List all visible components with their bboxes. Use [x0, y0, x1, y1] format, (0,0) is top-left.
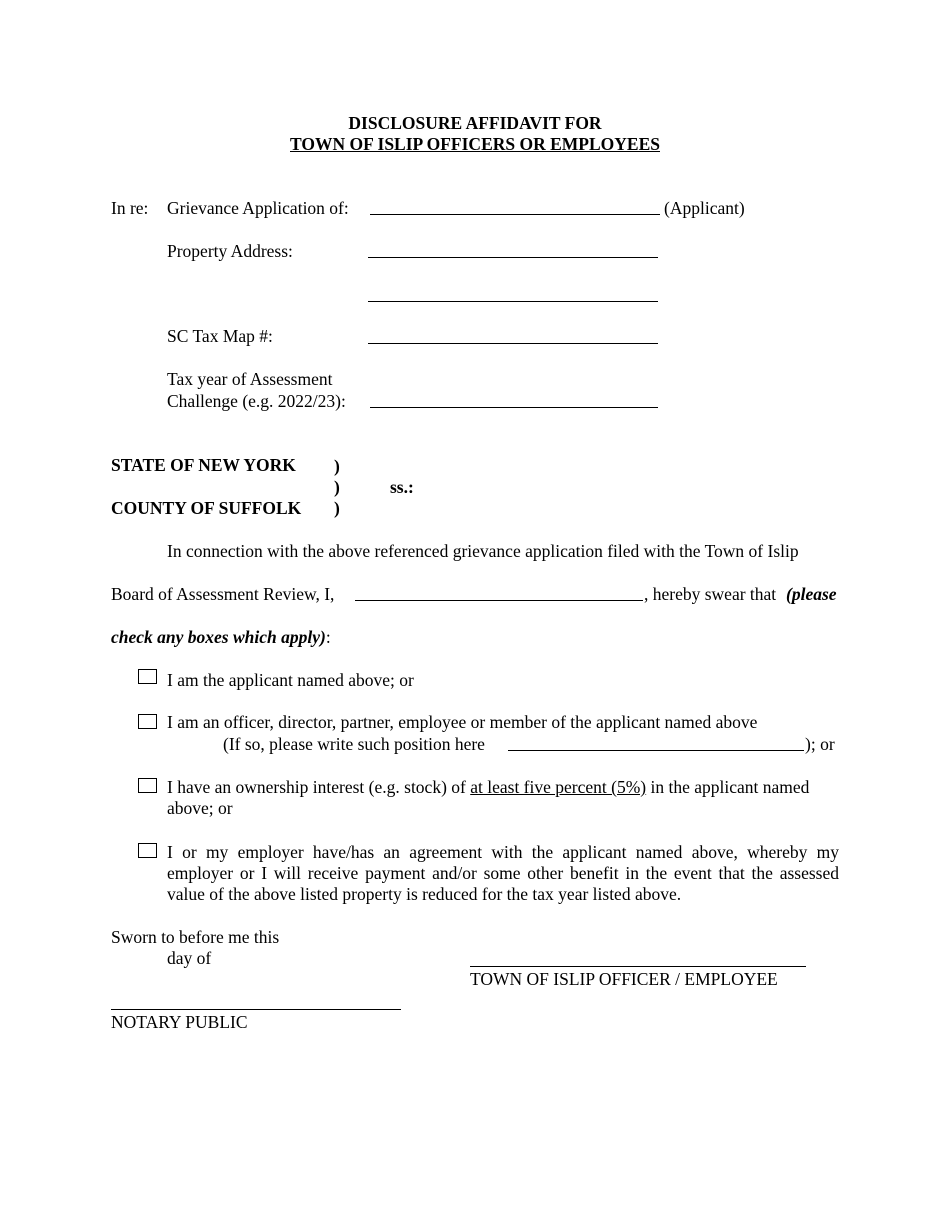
venue-paren-1: ): [334, 456, 340, 476]
venue-paren-2: ): [334, 477, 340, 497]
applicant-name-field[interactable]: [370, 214, 660, 215]
option-3-line-2: above; or: [167, 798, 233, 818]
swearer-name-field[interactable]: [355, 600, 643, 601]
applicant-suffix: (Applicant): [664, 198, 745, 218]
notary-signature-line[interactable]: [111, 1009, 401, 1010]
officer-signature-line[interactable]: [470, 966, 806, 967]
option-3-underlined: at least five percent (5%): [470, 777, 647, 797]
checkbox-agreement[interactable]: [138, 843, 157, 858]
body-line-2a: Board of Assessment Review, I,: [111, 584, 335, 604]
body-line-3: [111, 627, 331, 648]
option-2-line-2a: (If so, please write such position here: [223, 734, 485, 754]
tax-year-label-1: Tax year of Assessment: [167, 369, 333, 389]
grievance-label: Grievance Application of:: [167, 198, 349, 218]
option-2-line-2b: ); or: [805, 734, 835, 754]
body-line-3a: check any boxes which apply): [111, 627, 326, 647]
checkbox-officer[interactable]: [138, 714, 157, 729]
tax-map-label: SC Tax Map #:: [167, 326, 273, 346]
option-3-text-b: in the applicant named: [650, 777, 810, 797]
day-of-text: day of: [167, 948, 212, 968]
option-3-text-a: I have an ownership interest (e.g. stock) of: [167, 777, 466, 797]
in-re-label: In re:: [111, 198, 149, 218]
officer-label: TOWN OF ISLIP OFFICER / EMPLOYEE: [470, 969, 778, 989]
sworn-text: Sworn to before me this: [111, 927, 280, 947]
option-2-line-1: I am an officer, director, partner, employee or member of the applicant named above: [167, 712, 758, 732]
option-3-line-1: [167, 777, 809, 798]
tax-year-label-2: Challenge (e.g. 2022/23):: [167, 391, 346, 411]
option-1-text: I am the applicant named above; or: [167, 670, 414, 690]
property-address-label: Property Address:: [167, 241, 293, 261]
position-field[interactable]: [508, 750, 804, 751]
property-address-field-1[interactable]: [368, 257, 658, 258]
notary-label: NOTARY PUBLIC: [111, 1012, 248, 1032]
checkbox-applicant[interactable]: [138, 669, 157, 684]
venue-state: STATE OF NEW YORK: [111, 455, 296, 475]
body-line-2b: , hereby swear that: [644, 584, 777, 604]
tax-map-field[interactable]: [368, 343, 658, 344]
venue-ss: ss.:: [390, 477, 414, 497]
venue-paren-3: ): [334, 498, 340, 518]
body-line-1: In connection with the above referenced grievance application filed with the Town of Islip: [167, 541, 799, 561]
property-address-field-2[interactable]: [368, 301, 658, 302]
body-line-2c: (please: [786, 584, 837, 604]
body-line-3b: :: [325, 627, 331, 647]
tax-year-field[interactable]: [370, 407, 658, 408]
option-4-text: I or my employer have/has an agreement with the applicant named above, whereby my employer or I will receive payment and/or some other benefit in the event that the assessed value of the above listed property is reduced for the tax year listed above.: [167, 842, 839, 904]
checkbox-ownership[interactable]: [138, 778, 157, 793]
venue-county: COUNTY OF SUFFOLK: [111, 498, 302, 518]
title-line-1: DISCLOSURE AFFIDAVIT FOR: [348, 113, 602, 133]
title-line-2: TOWN OF ISLIP OFFICERS OR EMPLOYEES: [290, 134, 660, 154]
